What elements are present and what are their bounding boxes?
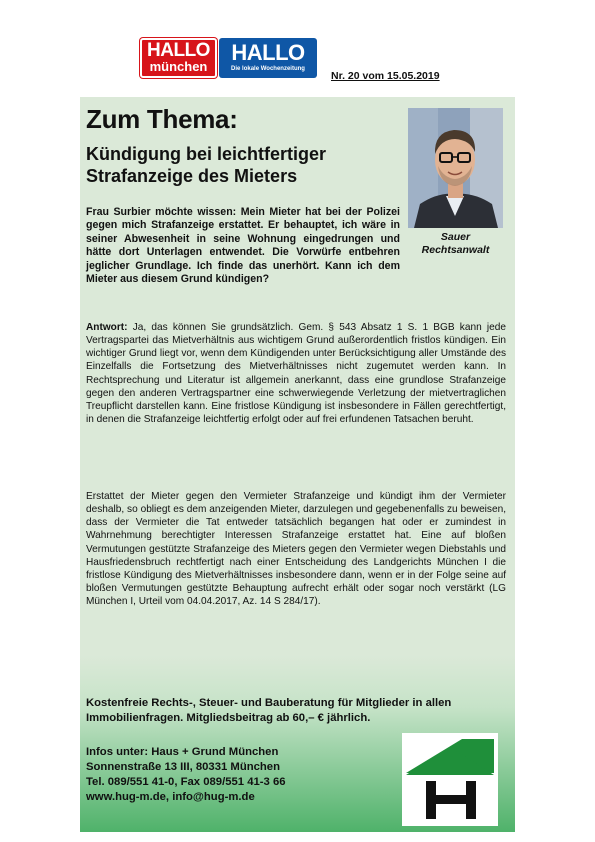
haus-und-grund-logo (402, 733, 498, 826)
answer-text: Ja, das können Sie grundsätzlich. Gem. § 543 Absatz 1 S. 1 BGB kann jede Vertragspartei das Mietverhältnis aus wichtigem Grund außerordentlich fristlos kündigen. Ein wichtiger Grund liegt vor, wenn dem Kündigenden unter Berücksichtigung aller Umstände des Einzelfalls die Fortsetzung des Mietverhältnisses nicht zugemutet werden kann. In Rechtsprechung und Literatur ist allgemein anerkannt, dass eine grundlose Strafanzeige gegen den anderen Vertragspartner eine schwerwiegende Verletzung der mietvertraglichen Treupflicht darstellen kann. Eine fristlose Kündigung ist insbesondere in Fällen gerechtfertigt, in denen die Strafanzeige leichtfertig erfolgt oder auf frei erfundenen Tatsachen beruht. (86, 322, 507, 426)
answer-label: Antwort: (86, 322, 128, 333)
logo-blue-line2: Die lokale Wochenzeitung (231, 66, 305, 72)
logo-red-line1: HALLO (147, 40, 210, 61)
answer-paragraph-2: Erstattet der Mieter gegen den Vermieter Strafanzeige und kündigt ihm der Vermieter deshalb, so obliegt es dem anzeigenden Mieter, darzulegen und gegebenenfalls zu beweisen, dass der Vermieter die Tat entweder tatsächlich begangen hat oder er zumindest in Wahrnehmung berechtigter Interessen Strafanzeige erstattet hat. Eine auf bloßen Vermutungen gestützte Strafanzeige des Mieters gegen den Vermieter wegen Diebstahls und Hausfriedensbruch rechtfertigt nach einer Entscheidung des Landgerichts München I die fristlose Kündigung des Mietverhältnisses insbesondere dann, wenn er in der Folge seine auf bloßen Vermutungen gestützte Behauptung aufrecht erhält oder sogar noch verstärkt (LG München I, Urteil vom 04.04.2017, Az. 14 S 284/17). (86, 491, 506, 608)
contact-line-org: Infos unter: Haus + Grund München (86, 746, 279, 758)
issue-date: Nr. 20 vom 15.05.2019 (331, 70, 440, 82)
author-role: Rechtsanwalt (421, 244, 490, 256)
membership-promo: Kostenfreie Rechts-, Steuer- und Bauberatung für Mitglieder in allen Immobilienfragen. Mitgliedsbeitrag ab 60,– € jährlich. (86, 697, 452, 724)
author-caption (408, 231, 503, 257)
article-heading: Zum Thema: (86, 104, 238, 134)
contact-line-address: Sonnenstraße 13 III, 80331 München (86, 761, 280, 773)
reader-question: Frau Surbier möchte wissen: Mein Mieter hat bei der Polizei gegen mich Strafanzeige erstattet. Er behauptet, ich wäre in seiner Abwesenheit in seine Wohnung eingedrungen und hätte dort Unterlagen entwendet. Die Vorwürfe entbehren jeglicher Grundlage. Ich finde das unerhört. Kann ich dem Mieter aus diesem Grund kündigen? (86, 206, 400, 286)
contact-line-phone: Tel. 089/551 41-0, Fax 089/551 41-3 66 (86, 776, 286, 788)
article-subheading: Kündigung bei leichtfertiger Strafanzeige des Mieters (86, 144, 327, 186)
author-name: Sauer (440, 231, 471, 243)
hallo-muenchen-logo (140, 38, 217, 78)
author-photo (408, 108, 503, 228)
contact-line-web[interactable]: www.hug-m.de, info@hug-m.de (86, 791, 255, 803)
house-logo-icon (402, 733, 498, 826)
logo-red-line2: münchen (149, 59, 208, 74)
answer-paragraph (86, 321, 506, 426)
author-portrait-icon (408, 108, 503, 228)
logo-blue-line1: HALLO (231, 40, 305, 65)
hallo-wochenzeitung-logo (219, 38, 317, 78)
contact-block (86, 745, 386, 805)
